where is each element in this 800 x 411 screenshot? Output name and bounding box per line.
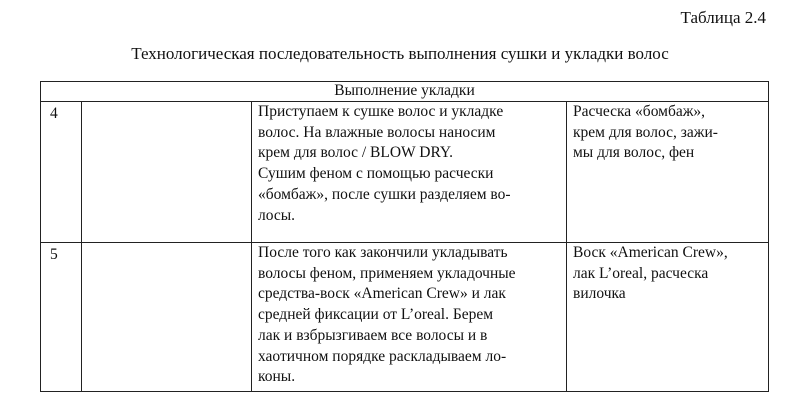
- description-line: лосы.: [258, 206, 296, 224]
- step-number-cell: 5: [41, 243, 82, 392]
- tools-line: крем для волос, зажи-: [573, 123, 718, 141]
- description-line: лак и взбрызгиваем все волосы и в: [258, 326, 488, 344]
- description-line: Приступаем к сушке волос и укладке: [258, 103, 504, 120]
- table-row: [41, 102, 769, 243]
- table-row: [41, 243, 769, 392]
- description-line: волос. На влажные волосы наносим: [258, 123, 496, 141]
- description-line: хаотичном порядке раскладываем ло-: [258, 347, 507, 365]
- step-tools-cell: [567, 102, 769, 243]
- step-description-cell: [252, 102, 567, 243]
- description-line: коны.: [258, 368, 296, 386]
- section-header-cell: Выполнение укладки: [41, 82, 769, 102]
- step-description-cell: [252, 243, 567, 392]
- description-line: крем для волос / BLOW DRY.: [258, 144, 454, 162]
- description-line: «бомбаж», после сушки разделяем во-: [258, 185, 511, 203]
- table-caption: Таблица 2.4: [680, 8, 766, 27]
- description-line: средней фиксации от L’oreal. Берем: [258, 306, 494, 324]
- tools-line: Расческа «бомбаж»,: [573, 103, 706, 120]
- tools-line: лак L’oreal, расческа: [573, 264, 709, 282]
- process-table: [40, 81, 769, 392]
- step-number-cell: 4: [41, 102, 82, 243]
- section-header-row: [41, 82, 769, 102]
- description-line: После того как закончили укладывать: [258, 244, 508, 261]
- step-name-cell: [82, 102, 252, 243]
- tools-line: Воск «American Crew»,: [573, 244, 728, 261]
- step-name-cell: [82, 243, 252, 392]
- step-tools-cell: [567, 243, 769, 392]
- description-line: Сушим феном с помощью расчески: [258, 165, 494, 183]
- description-line: средства-воск «American Crew» и лак: [258, 285, 506, 303]
- tools-line: вилочка: [573, 285, 626, 303]
- tools-line: мы для волос, фен: [573, 144, 695, 162]
- table-title: Технологическая последовательность выполнения сушки и укладки волос: [131, 44, 669, 63]
- description-line: волосы феном, применяем укладочные: [258, 264, 516, 282]
